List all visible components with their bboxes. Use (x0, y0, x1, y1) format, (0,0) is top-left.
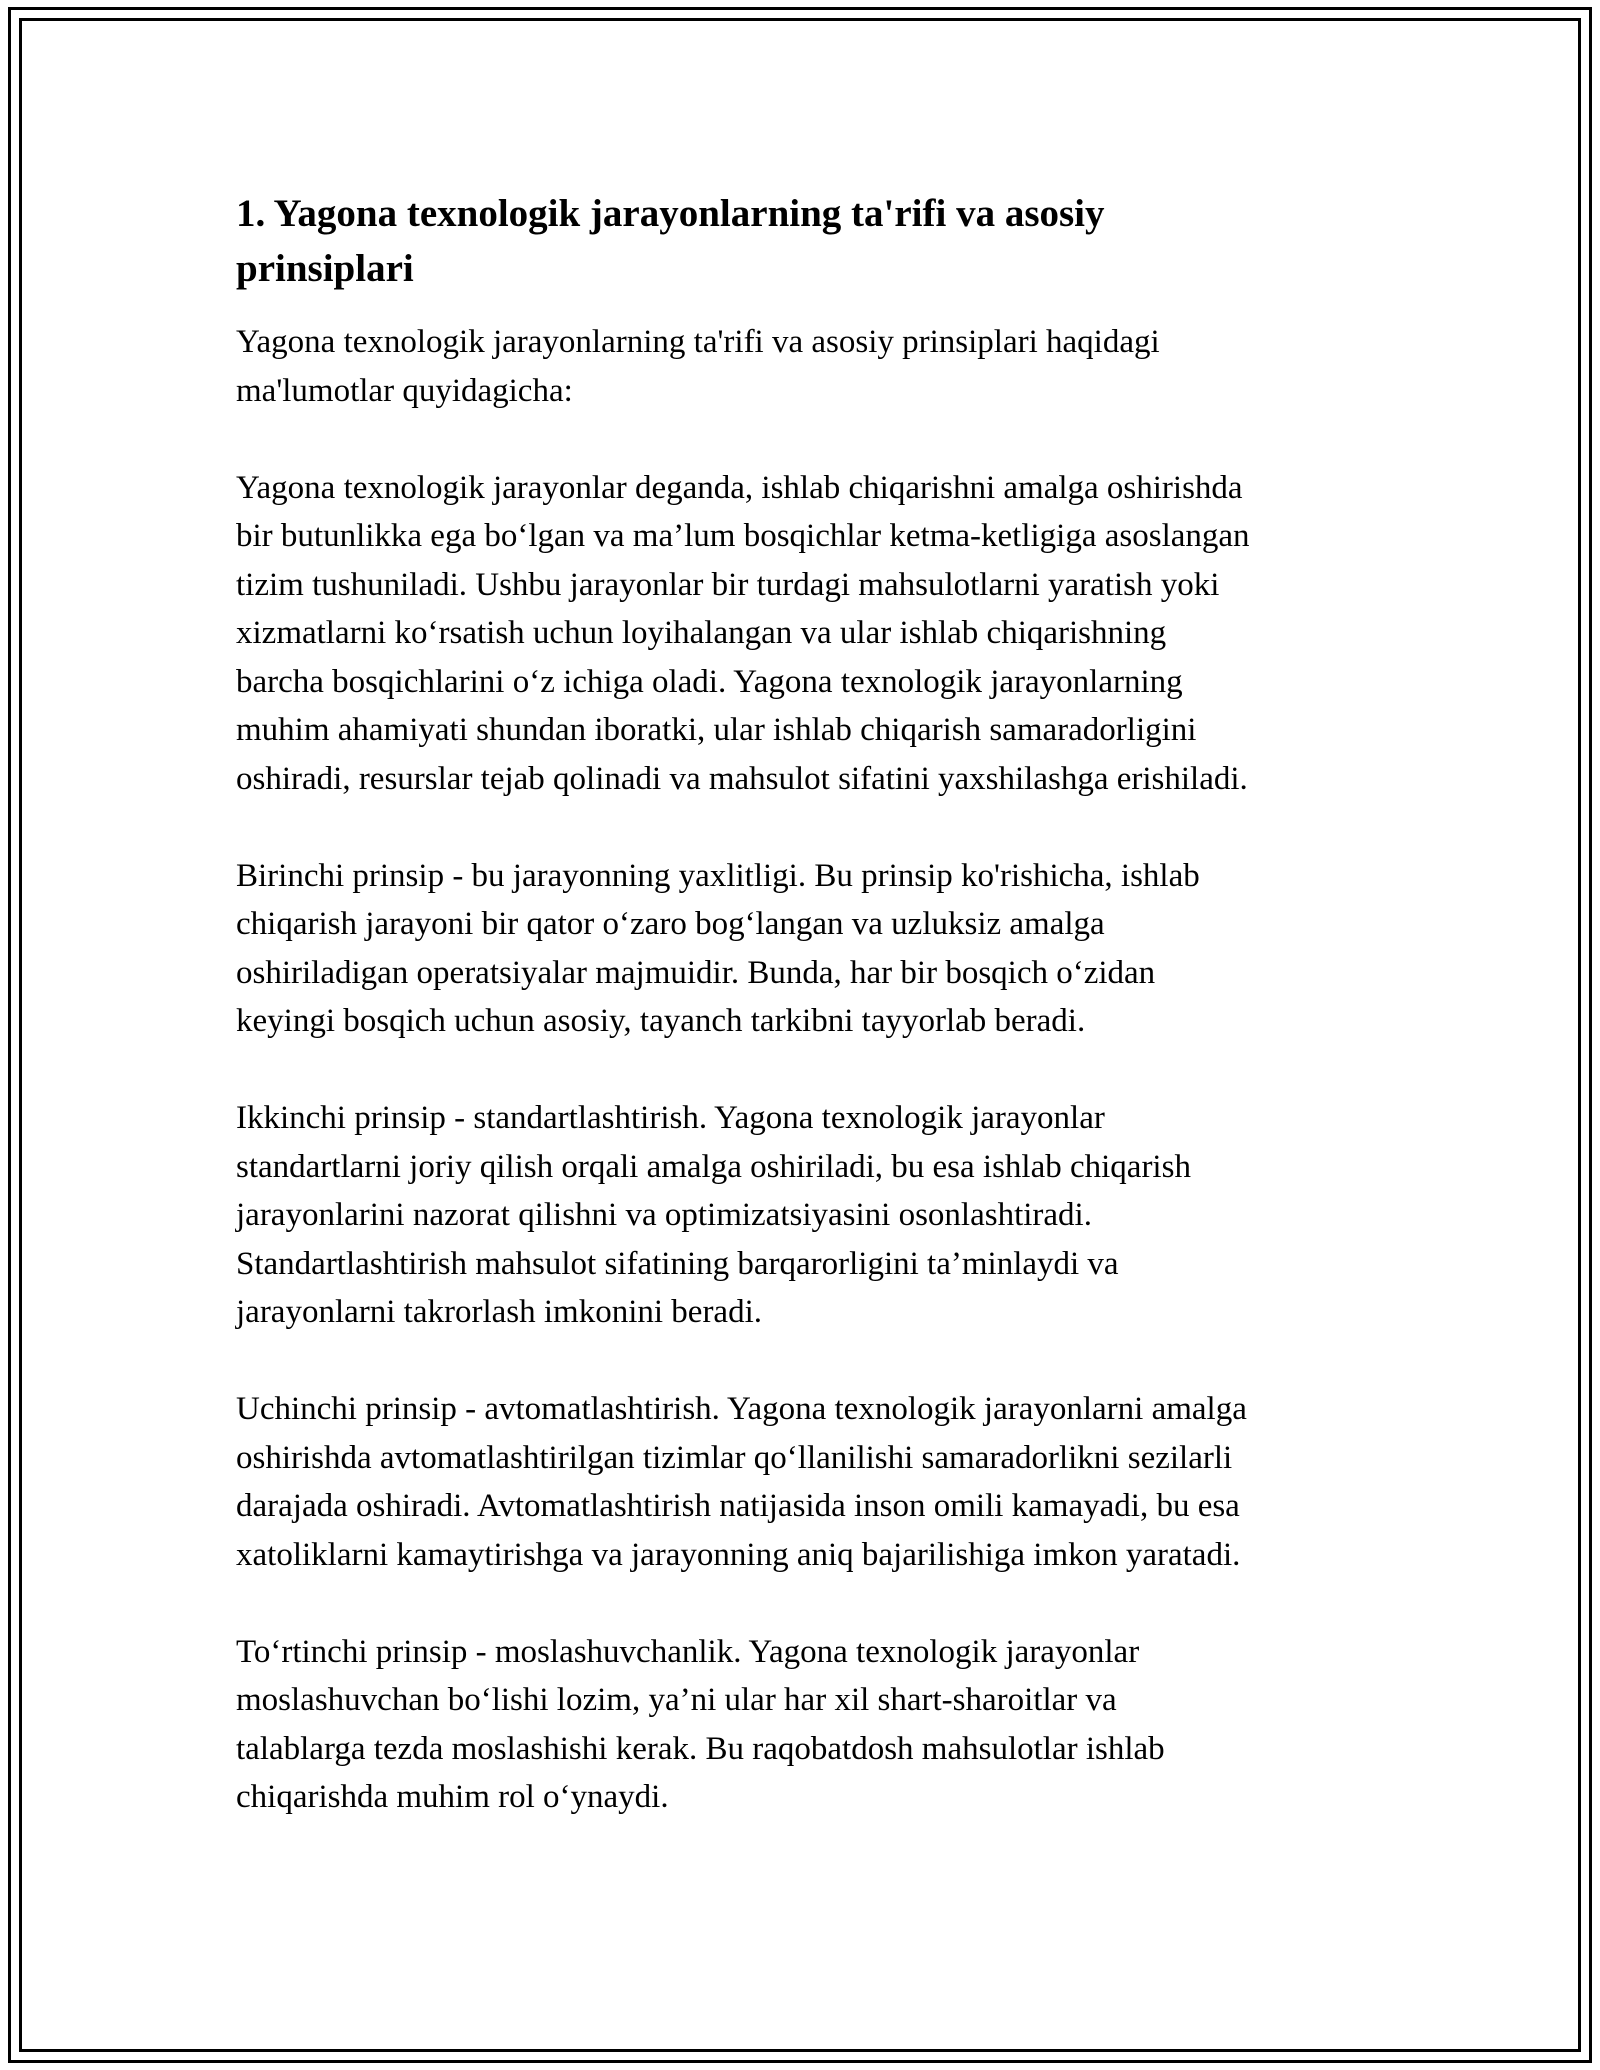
definition-paragraph: Yagona texnologik jarayonlar deganda, ishlab chiqarishni amalga oshirishda bir butunlikka ega bo‘lgan va ma’lum bosqichlar ketma-ketligiga asoslangan tizim tushuniladi. Ushbu jarayonlar bir turdagi mahsulotlarni yaratish yoki xizmatlarni ko‘rsatish uchun loyihalangan va ular ishlab chiqarishning barcha bosqichlarini o‘z ichiga oladi. Yagona texnologik jarayonlarning muhim ahamiyati shundan iboratki, ular ishlab chiqarish samaradorligini oshiradi, resurslar tejab qolinadi va mahsulot sifatini yaxshilashga erishiladi. (236, 469, 1250, 797)
section-heading: 1. Yagona texnologik jarayonlarning ta'rifi va asosiy prinsiplari (236, 192, 1105, 290)
document-body (236, 186, 1376, 1870)
principle-2-paragraph: Ikkinchi prinsip - standartlashtirish. Yagona texnologik jarayonlar standartlarni joriy qilish orqali amalga oshiriladi, bu esa ishlab chiqarish jarayonlarini nazorat qilishni va optimizatsiyasini osonlashtiradi. Standartlashtirish mahsulot sifatining barqarorligini ta’minlaydi va jarayonlarni takrorlash imkonini beradi. (236, 1100, 1191, 1330)
principle-4-paragraph: To‘rtinchi prinsip - moslashuvchanlik. Yagona texnologik jarayonlar moslashuvchan bo‘lishi lozim, ya’ni ular har xil shart-sharoitlar va talablarga tezda moslashishi kerak. Bu raqobatdosh mahsulotlar ishlab chiqarishda muhim rol o‘ynaydi. (236, 1633, 1165, 1815)
principle-1-paragraph: Birinchi prinsip - bu jarayonning yaxlitligi. Bu prinsip ko'rishicha, ishlab chiqarish jarayoni bir qator o‘zaro bog‘langan va uzluksiz amalga oshiriladigan operatsiyalar majmuidir. Bunda, har bir bosqich o‘zidan keyingi bosqich uchun asosiy, tayanch tarkibni tayyorlab beradi. (236, 857, 1200, 1039)
intro-paragraph: Yagona texnologik jarayonlarning ta'rifi va asosiy prinsiplari haqidagi ma'lumotlar quyidagicha: (236, 324, 1160, 409)
principle-3-paragraph: Uchinchi prinsip - avtomatlashtirish. Yagona texnologik jarayonlarni amalga oshirishda avtomatlashtirilgan tizimlar qo‘llanilishi samaradorlikni sezilarli darajada oshiradi. Avtomatlashtirish natijasida inson omili kamayadi, bu esa xatoliklarni kamaytirishga va jarayonning aniq bajarilishiga imkon yaratadi. (236, 1391, 1247, 1573)
